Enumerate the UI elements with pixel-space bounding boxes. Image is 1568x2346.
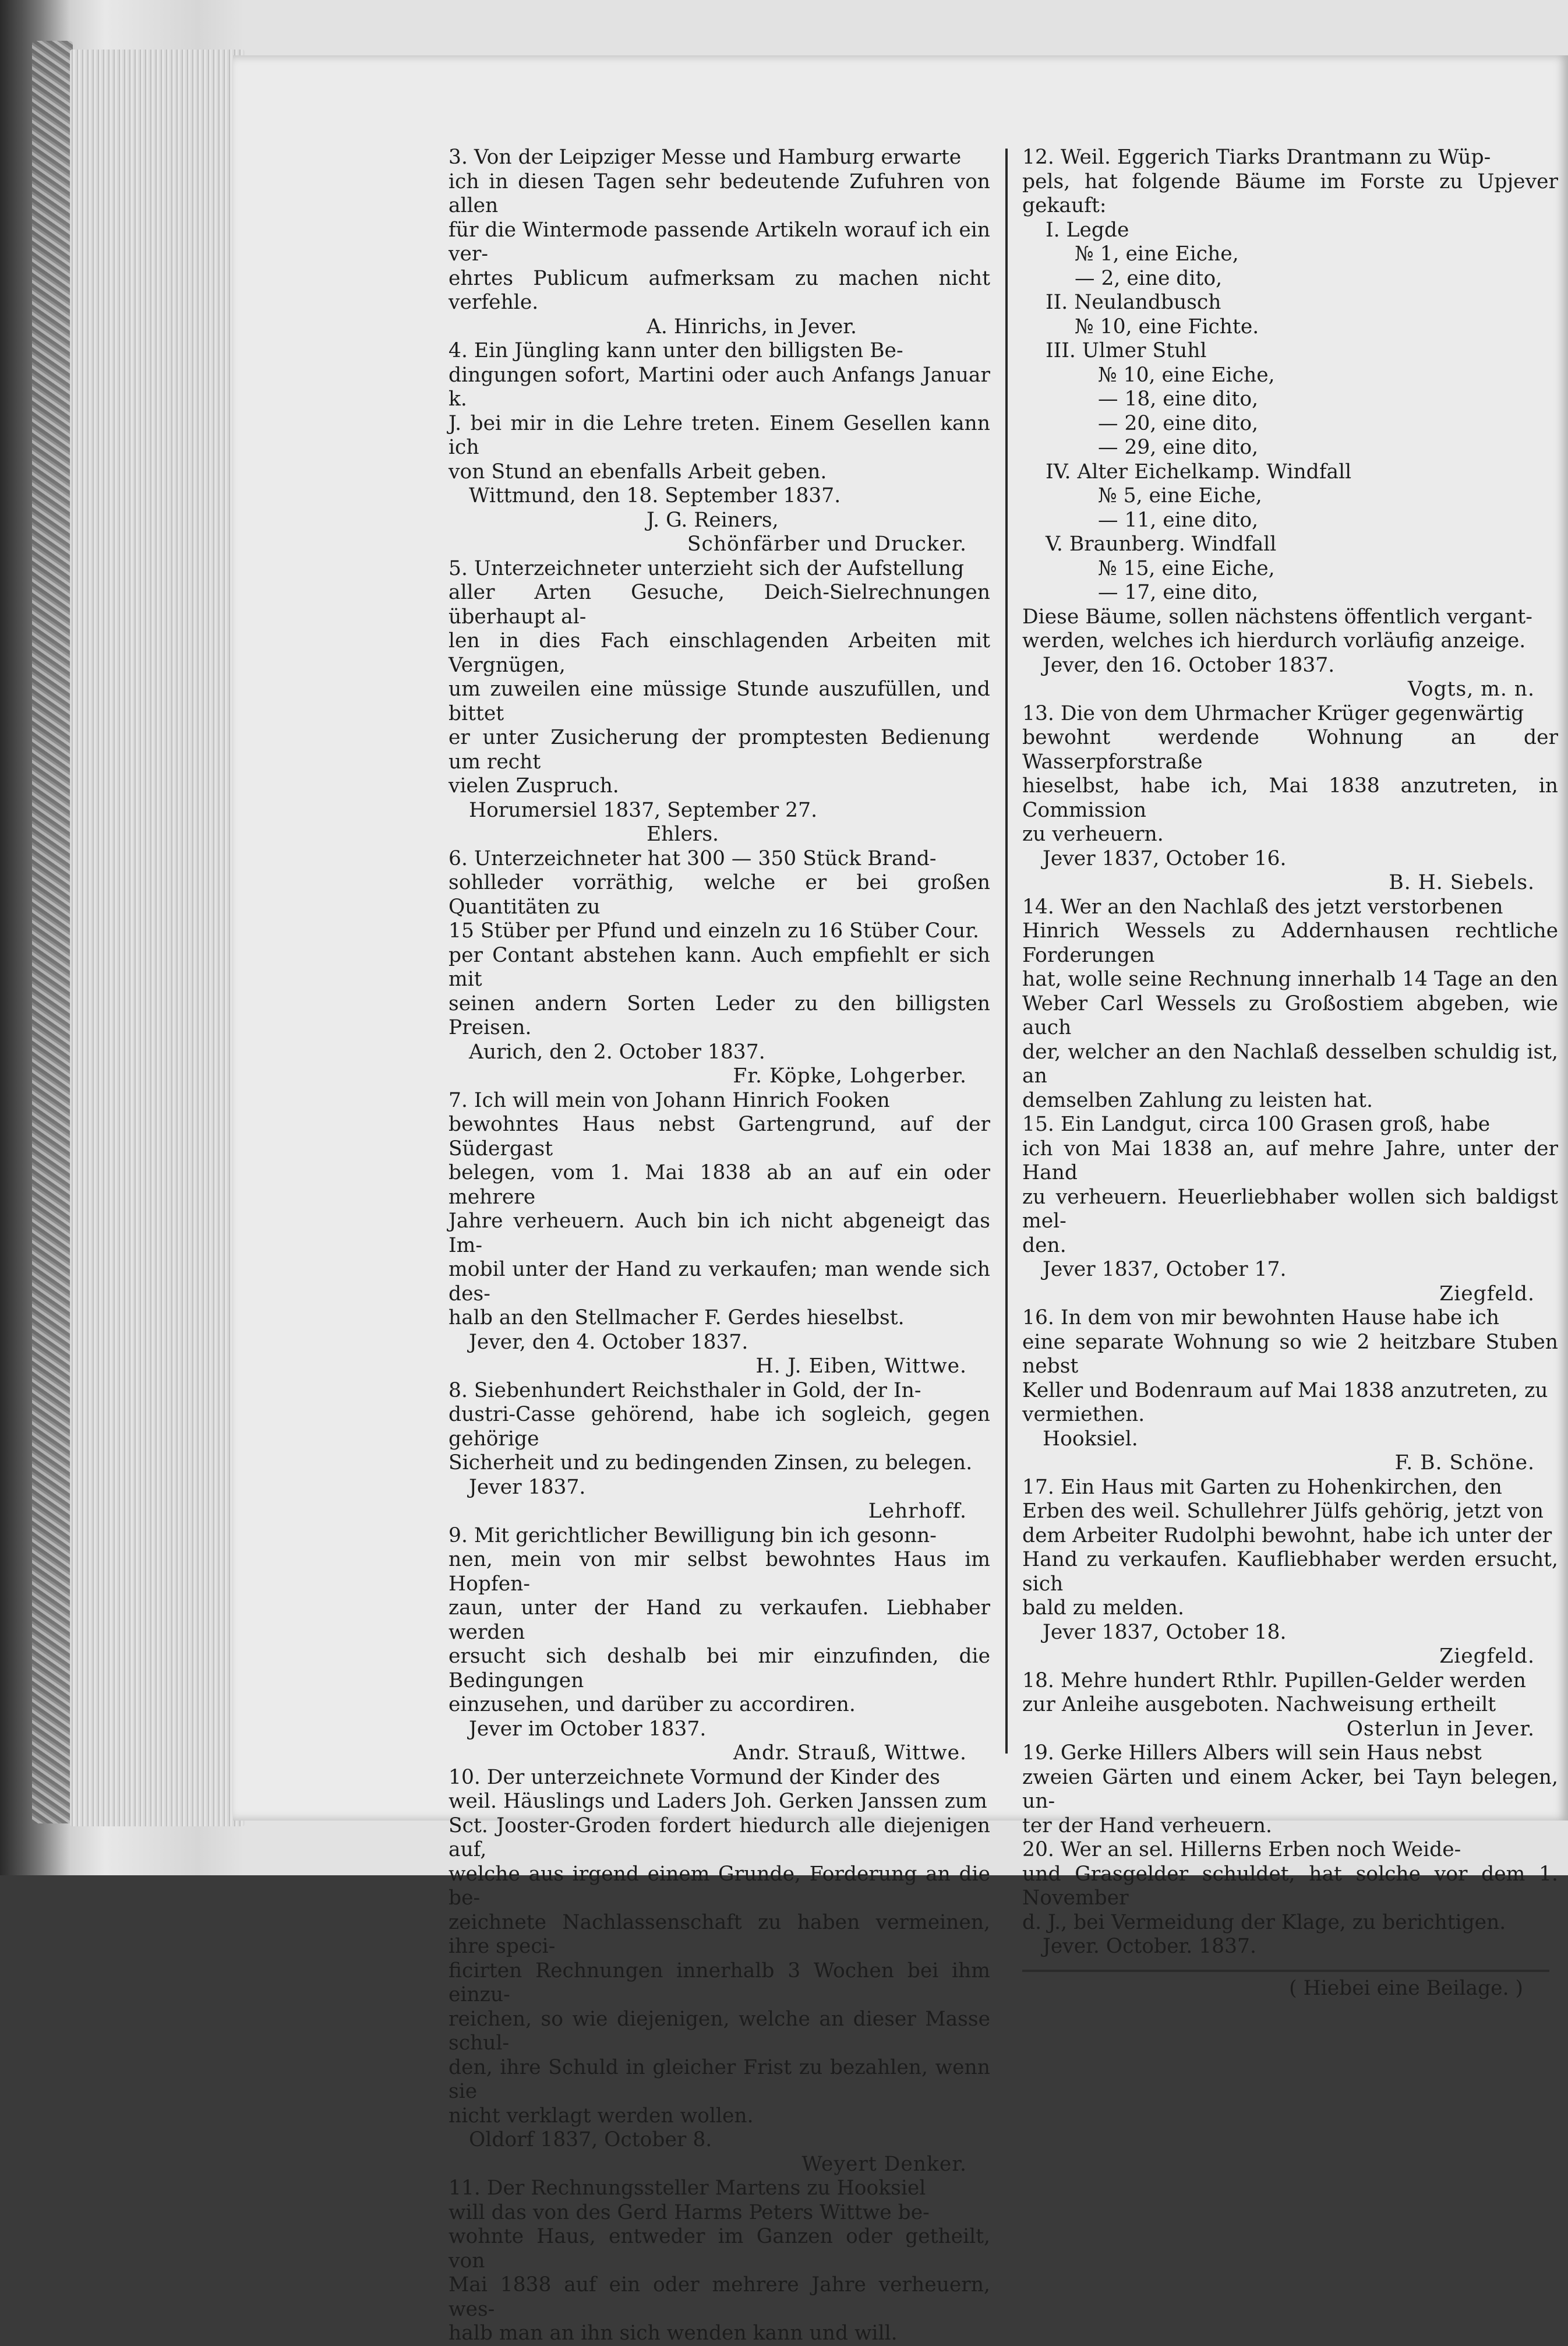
ad-line: ter der Hand verheuern. (1022, 1814, 1272, 1837)
ad-signature: Weyert Denker. (801, 2152, 967, 2176)
ad-signature: H. J. Eiben, Wittwe. (755, 1354, 967, 1378)
ad-date: Jever. October. 1837. (1043, 1935, 1256, 1958)
tree-list-item: № 5, eine Eiche, (1098, 484, 1262, 507)
tree-list-item: — 29, eine dito, (1098, 436, 1259, 459)
ad-8 (448, 1379, 990, 1524)
page-stack-edge (70, 50, 245, 1826)
column-divider (1005, 149, 1008, 1754)
ad-line: belegen, vom 1. Mai 1838 ab an auf ein oder mehrere (448, 1161, 990, 1209)
tree-list-heading: III. Ulmer Stuhl (1046, 339, 1207, 362)
ad-3 (448, 146, 990, 339)
ad-line: 8. Siebenhundert Reichsthaler in Gold, der In- (448, 1378, 921, 1402)
ad-line: vielen Zuspruch. (448, 774, 619, 798)
ad-date: Jever 1837, October 17. (1043, 1258, 1287, 1281)
ad-line: 10. Der unterzeichnete Vormund der Kinder des (448, 1765, 941, 1789)
ad-signature: Andr. Strauß, Wittwe. (733, 1741, 967, 1765)
ad-line: eine separate Wohnung so wie 2 heitzbare Stuben nebst (1022, 1330, 1558, 1378)
ad-14 (1022, 895, 1558, 1113)
tree-list-heading: II. Neulandbusch (1046, 291, 1221, 314)
ad-line: um zuweilen eine müssige Stunde auszufüllen, und bittet (448, 678, 990, 725)
tree-list-item: — 20, eine dito, (1098, 411, 1259, 435)
ad-line: len in dies Fach einschlagenden Arbeiten mit Vergnügen, (448, 629, 990, 677)
ad-line: dingungen sofort, Martini oder auch Anfangs Januar k. (448, 363, 990, 411)
ad-line: Weber Carl Wessels zu Großostiem abgeben, wie auch (1022, 992, 1558, 1039)
ad-signature: F. B. Schöne. (1394, 1451, 1535, 1474)
ad-line: hieselbst, habe ich, Mai 1838 anzutreten, in Commission (1022, 774, 1558, 822)
ad-line: Sct. Jooster-Groden fordert hiedurch alle diejenigen auf, (448, 1814, 990, 1861)
ad-line: ehrtes Publicum aufmerksam zu machen nicht verfehle. (448, 266, 990, 314)
ad-10 (448, 1766, 990, 2177)
ad-line: halb man an ihn sich wenden kann und will. (448, 2322, 898, 2345)
ad-13 (1022, 702, 1558, 895)
ad-9 (448, 1524, 990, 1766)
ad-date: Hooksiel. (1043, 1427, 1138, 1451)
left-column (448, 146, 990, 2346)
ad-18 (1022, 1669, 1558, 1742)
ad-line: nicht verklagt werden wollen. (448, 2104, 754, 2128)
ad-line: zeichnete Nachlassenschaft zu haben vermeinen, ihre speci- (448, 1910, 990, 1958)
ad-line: zweien Gärten und einem Acker, bei Tayn belegen, un- (1022, 1765, 1558, 1813)
ad-line: halb an den Stellmacher F. Gerdes hieselbst. (448, 1306, 905, 1329)
tree-list-heading: IV. Alter Eichelkamp. Windfall (1046, 460, 1352, 484)
ad-line: 16. In dem von mir bewohnten Hause habe ich (1022, 1306, 1499, 1329)
ad-line: weil. Häuslings und Laders Joh. Gerken Janssen zum (448, 1790, 987, 1813)
tree-list-heading: V. Braunberg. Windfall (1046, 532, 1277, 556)
ad-line: pels, hat folgende Bäume im Forste zu Upjever gekauft: (1022, 170, 1558, 217)
ad-line: zu verheuern. (1022, 823, 1164, 846)
ad-line: bewohnt werdende Wohnung an der Wasserpforstraße (1022, 726, 1558, 774)
ad-line: nen, mein von mir selbst bewohntes Haus im Hopfen- (448, 1548, 990, 1596)
ad-line: vermiethen. (1022, 1403, 1145, 1426)
ad-line: werden, welches ich hierdurch vorläufig anzeige. (1022, 629, 1526, 652)
ad-line: ficirten Rechnungen innerhalb 3 Wochen bei ihm einzu- (448, 1959, 990, 2006)
ad-date: Oldorf 1837, October 8. (469, 2128, 712, 2151)
ad-line: ich von Mai 1838 an, auf mehre Jahre, unter der Hand (1022, 1137, 1558, 1184)
ad-date: Jever 1837, October 18. (1043, 1620, 1287, 1644)
ad-line: den. (1022, 1233, 1066, 1257)
tree-list-item: № 10, eine Eiche, (1098, 363, 1275, 387)
ad-line: 11. Der Rechnungssteller Martens zu Hooksiel (448, 2176, 926, 2200)
ad-date: Jever, den 4. October 1837. (469, 1330, 748, 1354)
ad-date: Jever 1837. (469, 1475, 586, 1499)
ad-signature: Ziegfeld. (1439, 1282, 1535, 1306)
ad-15 (1022, 1113, 1558, 1306)
ad-line: dustri-Casse gehörend, habe ich sogleich, gegen gehörige (448, 1403, 990, 1451)
ad-line: 6. Unterzeichneter hat 300 — 350 Stück Brand- (448, 846, 937, 870)
tree-list-item: № 15, eine Eiche, (1098, 556, 1275, 580)
tree-list-item: № 1, eine Eiche, (1075, 242, 1239, 266)
ad-line: 3. Von der Leipziger Messe und Hamburg erwarte (448, 146, 962, 169)
ad-line: ich in diesen Tagen sehr bedeutende Zufuhren von allen (448, 170, 990, 217)
ad-signature: Fr. Köpke, Lohgerber. (733, 1064, 967, 1088)
ad-11 (448, 2176, 990, 2346)
ad-line: 15. Ein Landgut, circa 100 Grasen groß, habe (1022, 1113, 1491, 1136)
ad-line: reichen, so wie diejenigen, welche an dieser Masse schul- (448, 2007, 990, 2055)
ad-line: Keller und Bodenraum auf Mai 1838 anzutreten, zu (1022, 1378, 1548, 1402)
ad-line: zur Anleihe ausgeboten. Nachweisung ertheilt (1022, 1693, 1496, 1716)
ad-line: Sicherheit und zu bedingenden Zinsen, zu belegen. (448, 1451, 973, 1474)
ad-date: Aurich, den 2. October 1837. (469, 1040, 765, 1064)
ad-date: Horumersiel 1837, September 27. (469, 798, 818, 822)
ad-12 (1022, 146, 1558, 702)
ad-line: bald zu melden. (1022, 1596, 1184, 1620)
ad-line: 5. Unterzeichneter unterzieht sich der Aufstellung (448, 556, 965, 580)
end-rule (1022, 1970, 1549, 1972)
ad-line: 9. Mit gerichtlicher Bewilligung bin ich gesonn- (448, 1523, 937, 1547)
ad-line: Mai 1838 auf ein oder mehrere Jahre verheuern, wes- (448, 2273, 990, 2321)
ad-signature: B. H. Siebels. (1389, 871, 1535, 894)
marbled-book-edge (32, 41, 73, 1823)
ad-line: Hinrich Wessels zu Addernhausen rechtliche Forderungen (1022, 919, 1558, 967)
ad-line: d. J., bei Vermeidung der Klage, zu berichtigen. (1022, 1910, 1506, 1934)
ad-5 (448, 557, 990, 847)
ad-line: 14. Wer an den Nachlaß des jetzt verstorbenen (1022, 895, 1503, 919)
ad-line: per Contant abstehen kann. Auch empfiehlt er sich mit (448, 943, 990, 991)
ad-6 (448, 847, 990, 1089)
ad-line: von Stund an ebenfalls Arbeit geben. (448, 460, 827, 484)
ad-line: für die Wintermode passende Artikeln worauf ich ein ver- (448, 218, 990, 266)
ad-line: 20. Wer an sel. Hillerns Erben noch Weide- (1022, 1838, 1461, 1861)
ad-signature: Vogts, m. n. (1408, 678, 1535, 701)
tree-list-item: — 18, eine dito, (1098, 387, 1259, 411)
supplement-note: ( Hiebei eine Beilage. ) (1289, 1976, 1523, 2000)
ad-signature: Ehlers. (647, 823, 719, 846)
ad-signature: Ziegfeld. (1439, 1645, 1535, 1668)
ad-line: hat, wolle seine Rechnung innerhalb 14 Tage an den (1022, 968, 1558, 991)
ad-line: welche aus irgend einem Grunde, Forderung an die be- (448, 1862, 990, 1910)
tree-list-item: — 17, eine dito, (1098, 581, 1259, 604)
ad-line: 7. Ich will mein von Johann Hinrich Fooken (448, 1088, 890, 1112)
ad-line: zaun, unter der Hand zu verkaufen. Liebhaber werden (448, 1596, 990, 1644)
ad-date: Wittmund, den 18. September 1837. (469, 484, 841, 507)
ad-line: zu verheuern. Heuerliebhaber wollen sich baldigst mel- (1022, 1185, 1558, 1233)
ad-line: bewohntes Haus nebst Gartengrund, auf der Südergast (448, 1113, 990, 1160)
ad-signature: A. Hinrichs, in Jever. (647, 315, 857, 338)
ad-line: Jahre verheuern. Auch bin ich nicht abgeneigt das Im- (448, 1209, 990, 1257)
ad-line: und Grasgelder schuldet, hat solche vor dem 1. November (1022, 1862, 1558, 1910)
ad-line: einzusehen, und darüber zu accordiren. (448, 1693, 856, 1716)
ad-line: J. bei mir in die Lehre treten. Einem Gesellen kann ich (448, 411, 990, 459)
ad-line: den, ihre Schuld in gleicher Frist zu bezahlen, wenn sie (448, 2055, 990, 2103)
ad-line: 19. Gerke Hillers Albers will sein Haus nebst (1022, 1741, 1482, 1765)
ad-line: 18. Mehre hundert Rthlr. Pupillen-Gelder werden (1022, 1668, 1526, 1692)
ad-line: Hand zu verkaufen. Kaufliebhaber werden ersucht, sich (1022, 1548, 1558, 1596)
ad-line: 12. Weil. Eggerich Tiarks Drantmann zu Wüp- (1022, 146, 1491, 169)
ad-line: Erben des weil. Schullehrer Jülfs gehörig, jetzt von (1022, 1500, 1544, 1523)
ad-line: demselben Zahlung zu leisten hat. (1022, 1088, 1373, 1112)
ad-line: seinen andern Sorten Leder zu den billigsten Preisen. (448, 992, 990, 1039)
ad-line: der, welcher an den Nachlaß desselben schuldig ist, an (1022, 1040, 1558, 1088)
ad-line: er unter Zusicherung der promptesten Bedienung um recht (448, 726, 990, 774)
ad-line: ersucht sich deshalb bei mir einzufinden, die Bedingungen (448, 1645, 990, 1692)
ad-4 (448, 339, 990, 557)
ad-line: 15 Stüber per Pfund und einzeln zu 16 Stüber Cour. (448, 919, 979, 943)
ad-date: Jever im October 1837. (469, 1717, 707, 1741)
ad-date: Jever, den 16. October 1837. (1043, 653, 1335, 677)
right-column (1022, 146, 1558, 2001)
ad-line: 17. Ein Haus mit Garten zu Hohenkirchen, den (1022, 1475, 1502, 1499)
ad-line: mobil unter der Hand zu verkaufen; man wende sich des- (448, 1258, 990, 1306)
ad-16 (1022, 1306, 1558, 1476)
ad-date: Jever 1837, October 16. (1043, 846, 1287, 870)
ad-line: Diese Bäume, sollen nächstens öffentlich vergant- (1022, 605, 1532, 629)
ad-line: wohnte Haus, entweder im Ganzen oder getheilt, von (448, 2225, 990, 2273)
ad-signature: Lehrhoff. (868, 1500, 967, 1523)
ad-7 (448, 1089, 990, 1379)
ad-line: sohlleder vorräthig, welche er bei großen Quantitäten zu (448, 871, 990, 919)
ad-line: 4. Ein Jüngling kann unter den billigsten Be- (448, 339, 903, 362)
ad-signature: Osterlun in Jever. (1346, 1717, 1535, 1741)
tree-list-item: — 2, eine dito, (1075, 266, 1223, 290)
ad-signature: J. G. Reiners, (647, 508, 779, 532)
ad-line: 13. Die von dem Uhrmacher Krüger gegenwärtig (1022, 701, 1524, 725)
ad-20 (1022, 1838, 1558, 1959)
tree-list-item: № 10, eine Fichte. (1075, 315, 1259, 338)
ad-line: dem Arbeiter Rudolphi bewohnt, habe ich unter der (1022, 1523, 1552, 1547)
tree-list-heading: I. Legde (1046, 218, 1129, 242)
ad-17 (1022, 1476, 1558, 1669)
ad-line: will das von des Gerd Harms Peters Wittwe be- (448, 2200, 930, 2224)
ad-line: aller Arten Gesuche, Deich-Sielrechnungen überhaupt al- (448, 581, 990, 629)
ad-signature-title: Schönfärber und Drucker. (687, 532, 967, 556)
tree-list-item: — 11, eine dito, (1098, 508, 1259, 532)
ad-19 (1022, 1741, 1558, 1838)
